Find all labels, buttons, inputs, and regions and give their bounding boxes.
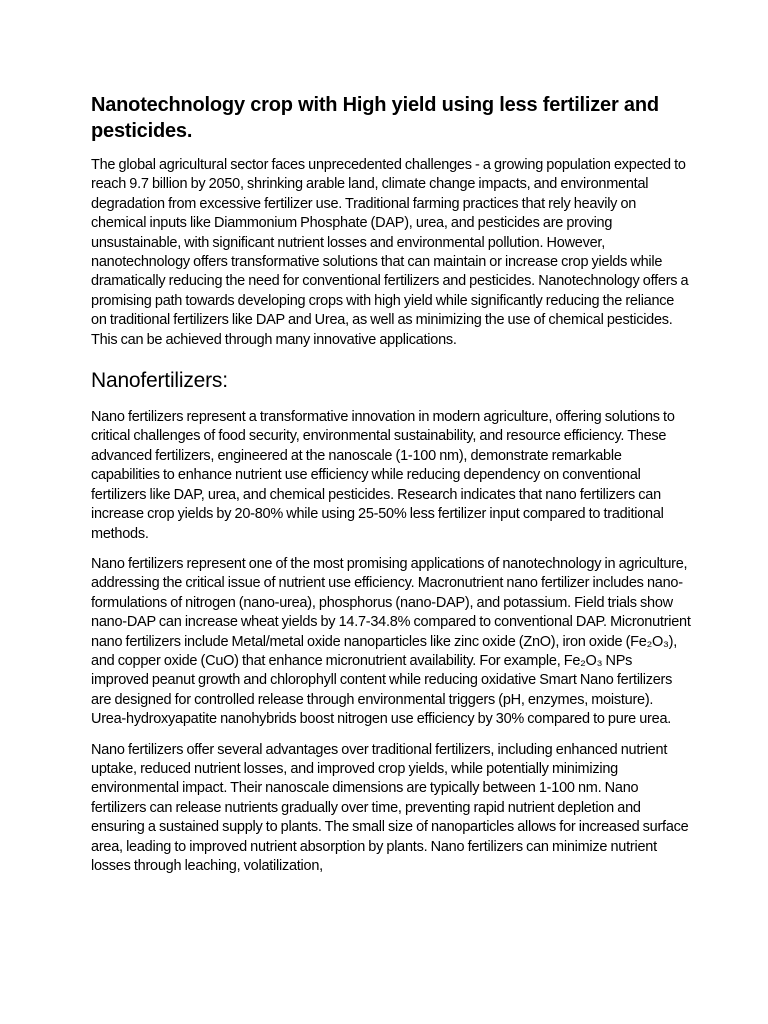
section-heading-nanofertilizers: Nanofertilizers: [91, 369, 228, 393]
document-content [91, 92, 691, 876]
document-title: Nanotechnology crop with High yield using less fertilizer and pesticides. [91, 94, 659, 142]
body-paragraph: Nano fertilizers offer several advantages over traditional fertilizers, including enhanced nutrient uptake, reduced nutrient losses, and improved crop yields, while potentially minimizing environmental impact. Their nanoscale dimensions are typically between 1-100 nm. Nano fertilizers can release nutrients gradually over time, preventing rapid nutrient depletion and ensuring a sustained supply to plants. The small size of nanoparticles allows for increased surface area, leading to improved nutrient absorption by plants. Nano fertilizers can minimize nutrient losses through leaching, volatilization, [91, 741, 689, 874]
body-paragraph: Nano fertilizers represent one of the most promising applications of nanotechnology in agriculture, addressing the critical issue of nutrient use efficiency. Macronutrient nano fertilizer includes nano-formulations of nitrogen (nano-urea), phosphorus (nano-DAP), and potassium. Field trials show nano-DAP can increase wheat yields by 14.7-34.8% compared to conventional DAP. Micronutrient nano fertilizers include Metal/metal oxide nanoparticles like zinc oxide (ZnO), iron oxide (Fe₂O₃), and copper oxide (CuO) that enhance micronutrient availability. For example, Fe₂O₃ NPs improved peanut growth and chlorophyll content while reducing oxidative Smart Nano fertilizers are designed for controlled release through environmental triggers (pH, enzymes, moisture). Urea-hydroxyapatite nanohybrids boost nitrogen use efficiency by 30% compared to pure urea. [91, 555, 691, 728]
body-paragraph: Nano fertilizers represent a transformative innovation in modern agriculture, offering solutions to critical challenges of food security, environmental sustainability, and resource efficiency. These advanced fertilizers, engineered at the nanoscale (1-100 nm), demonstrate remarkable capabilities to enhance nutrient use efficiency while reducing dependency on conventional fertilizers like DAP, urea, and chemical pesticides. Research indicates that nano fertilizers can increase crop yields by 20-80% while using 25-50% less fertilizer input compared to traditional methods. [91, 409, 675, 542]
intro-paragraph: The global agricultural sector faces unprecedented challenges - a growing population expected to reach 9.7 billion by 2050, shrinking arable land, climate change impacts, and environmental degradation from excessive fertilizer use. Traditional farming practices that rely heavily on chemical inputs like Diammonium Phosphate (DAP), urea, and pesticides are proving unsustainable, with significant nutrient losses and environmental pollution. However, nanotechnology offers transformative solutions that can maintain or increase crop yields while dramatically reducing the need for conventional fertilizers and pesticides. Nanotechnology offers a promising path towards developing crops with high yield while significantly reducing the reliance on traditional fertilizers like DAP and Urea, as well as minimizing the use of chemical pesticides. This can be achieved through many innovative applications. [91, 157, 689, 348]
